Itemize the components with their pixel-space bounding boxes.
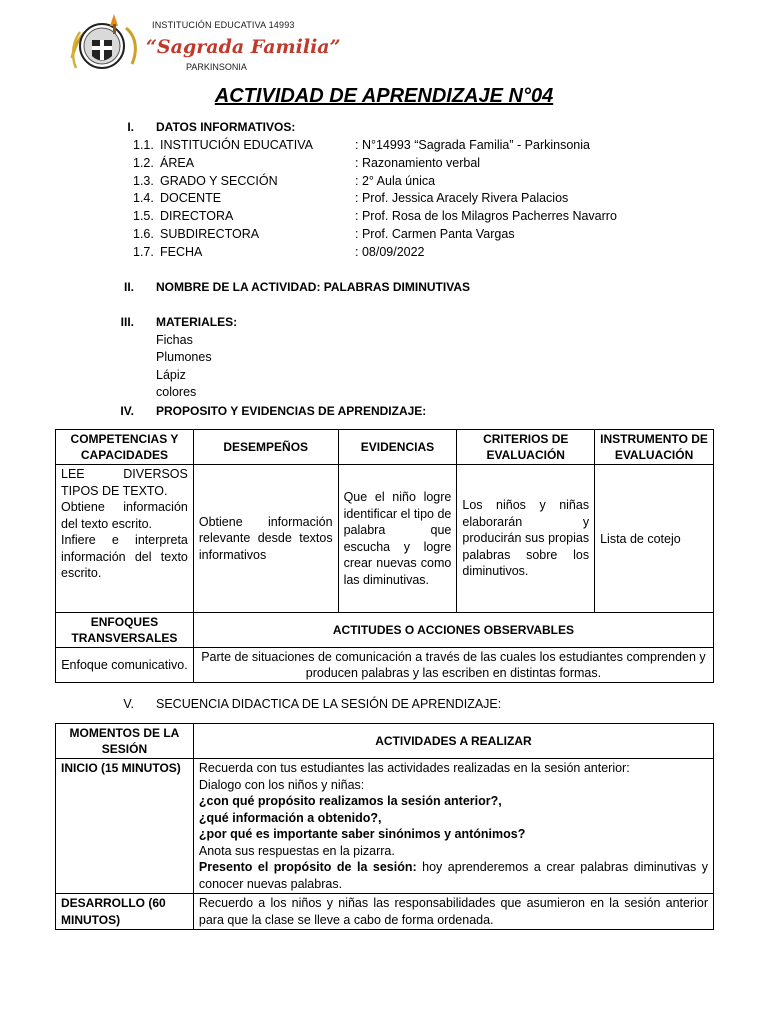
school-location: PARKINSONIA: [186, 62, 247, 72]
inicio-activities: [193, 759, 713, 894]
dato-label: DOCENTE: [160, 191, 222, 205]
header-competencias: COMPETENCIAS Y CAPACIDADES: [56, 430, 194, 465]
activity-line: Recuerda con tus estudiantes las actividades realizadas en la sesión anterior:: [198, 761, 630, 775]
inicio-label: INICIO (15 MINUTOS): [56, 759, 194, 894]
actitud-cell: Parte de situaciones de comunicación a través de las cuales los estudiantes comprenden y producen palabras y las escriben en distintas formas.: [193, 648, 713, 683]
dato-value: : Razonamiento verbal: [355, 156, 481, 170]
header-desempenos: DESEMPEÑOS: [193, 430, 338, 465]
section-2-title: NOMBRE DE LA ACTIVIDAD: PALABRAS DIMINUTIVAS: [156, 280, 470, 294]
section-1-number: I.: [127, 120, 134, 134]
dato-value: : 08/09/2022: [355, 245, 425, 259]
section-3-title: MATERIALES:: [156, 315, 238, 329]
desarrollo-label: DESARROLLO (60 MINUTOS): [56, 894, 194, 930]
document-title: ACTIVIDAD DE APRENDIZAJE N°04: [214, 85, 554, 107]
dato-number: 1.4.: [133, 191, 154, 205]
dato-value: : N°14993 “Sagrada Familia” - Parkinsonia: [355, 138, 590, 152]
section-5-title: SECUENCIA DIDACTICA DE LA SESIÓN DE APRENDIZAJE:: [156, 697, 502, 711]
dato-label: INSTITUCIÓN EDUCATIVA: [160, 138, 314, 152]
secuencia-table: [55, 723, 714, 930]
desempenos-cell: Obtiene información relevante desde textos informativos: [193, 465, 338, 613]
section-1-title: DATOS INFORMATIVOS:: [156, 120, 296, 134]
capacidad-text: Obtiene información del texto escrito.: [61, 500, 188, 531]
competencias-cell: [56, 465, 194, 613]
activity-line: Dialogo con los niños y niñas:: [198, 777, 365, 792]
school-name-line1: INSTITUCIÓN EDUCATIVA 14993: [152, 20, 295, 30]
proposito-table: [55, 429, 714, 683]
dato-value: : Prof. Jessica Aracely Rivera Palacios: [355, 191, 569, 205]
dato-value: : 2° Aula única: [355, 174, 436, 188]
dato-label: FECHA: [160, 245, 203, 259]
question-line: ¿con qué propósito realizamos la sesión anterior?,: [198, 794, 502, 808]
dato-number: 1.2.: [133, 156, 154, 170]
dato-number: 1.7.: [133, 245, 154, 259]
question-line: ¿qué información a obtenido?,: [198, 810, 382, 825]
header-momentos: MOMENTOS DE LA SESIÓN: [56, 724, 194, 759]
section-3-number: III.: [120, 315, 134, 329]
capacidad-text: Infiere e interpreta información del texto escrito.: [61, 533, 188, 580]
dato-number: 1.1.: [133, 138, 154, 152]
criterios-cell: Los niños y niñas elaborarán y producirán sus propias palabras sobre los diminutivos.: [457, 465, 595, 613]
dato-label: SUBDIRECTORA: [160, 227, 260, 241]
header-enfoques: ENFOQUES TRANSVERSALES: [56, 613, 194, 648]
dato-number: 1.6.: [133, 227, 154, 241]
question-line: ¿por qué es importante saber sinónimos y antónimos?: [198, 827, 526, 841]
competencia-text: LEE DIVERSOS TIPOS DE TEXTO.: [61, 467, 188, 498]
header-actividades: ACTIVIDADES A REALIZAR: [193, 724, 713, 759]
section-4-number: IV.: [120, 404, 134, 418]
material-item: colores: [156, 385, 197, 399]
dato-value: : Prof. Carmen Panta Vargas: [355, 227, 515, 241]
evidencias-cell: Que el niño logre identificar el tipo de palabra que escucha y logre crear nuevas como las diminutivas.: [338, 465, 457, 613]
dato-number: 1.5.: [133, 209, 154, 223]
material-item: Fichas: [156, 333, 193, 347]
enfoque-cell: Enfoque comunicativo.: [56, 648, 194, 683]
section-2-number: II.: [123, 280, 134, 294]
section-4-title: PROPOSITO Y EVIDENCIAS DE APRENDIZAJE:: [156, 404, 427, 418]
activity-line: Anota sus respuestas en la pizarra.: [198, 843, 395, 858]
instrumento-cell: Lista de cotejo: [595, 465, 714, 613]
proposito-line: [199, 859, 708, 892]
header-actitudes: ACTITUDES O ACCIONES OBSERVABLES: [193, 613, 713, 648]
header-evidencias: EVIDENCIAS: [338, 430, 457, 465]
school-name-line2: “Sagrada Familia”: [146, 36, 341, 58]
desarrollo-activities: Recuerdo a los niños y niñas las responsabilidades que asumieron en la sesión anterior para que la clase se lleve a cabo de forma ordenada.: [193, 894, 713, 930]
section-5-number: V.: [123, 697, 134, 711]
proposito-label: Presento el propósito de la sesión:: [198, 860, 417, 874]
dato-value: : Prof. Rosa de los Milagros Pacherres Navarro: [355, 209, 617, 223]
proposito-text: hoy aprenderemos a crear palabras diminutivas y conocer nuevas palabras.: [198, 860, 708, 891]
header-criterios: CRITERIOS DE EVALUACIÓN: [457, 430, 595, 465]
dato-label: DIRECTORA: [160, 209, 234, 223]
material-item: Lápiz: [156, 368, 186, 382]
dato-label: GRADO Y SECCIÓN: [160, 174, 278, 188]
header-instrumento: INSTRUMENTO DE EVALUACIÓN: [595, 430, 714, 465]
material-item: Plumones: [156, 350, 212, 364]
dato-number: 1.3.: [133, 174, 154, 188]
dato-label: ÁREA: [160, 156, 195, 170]
